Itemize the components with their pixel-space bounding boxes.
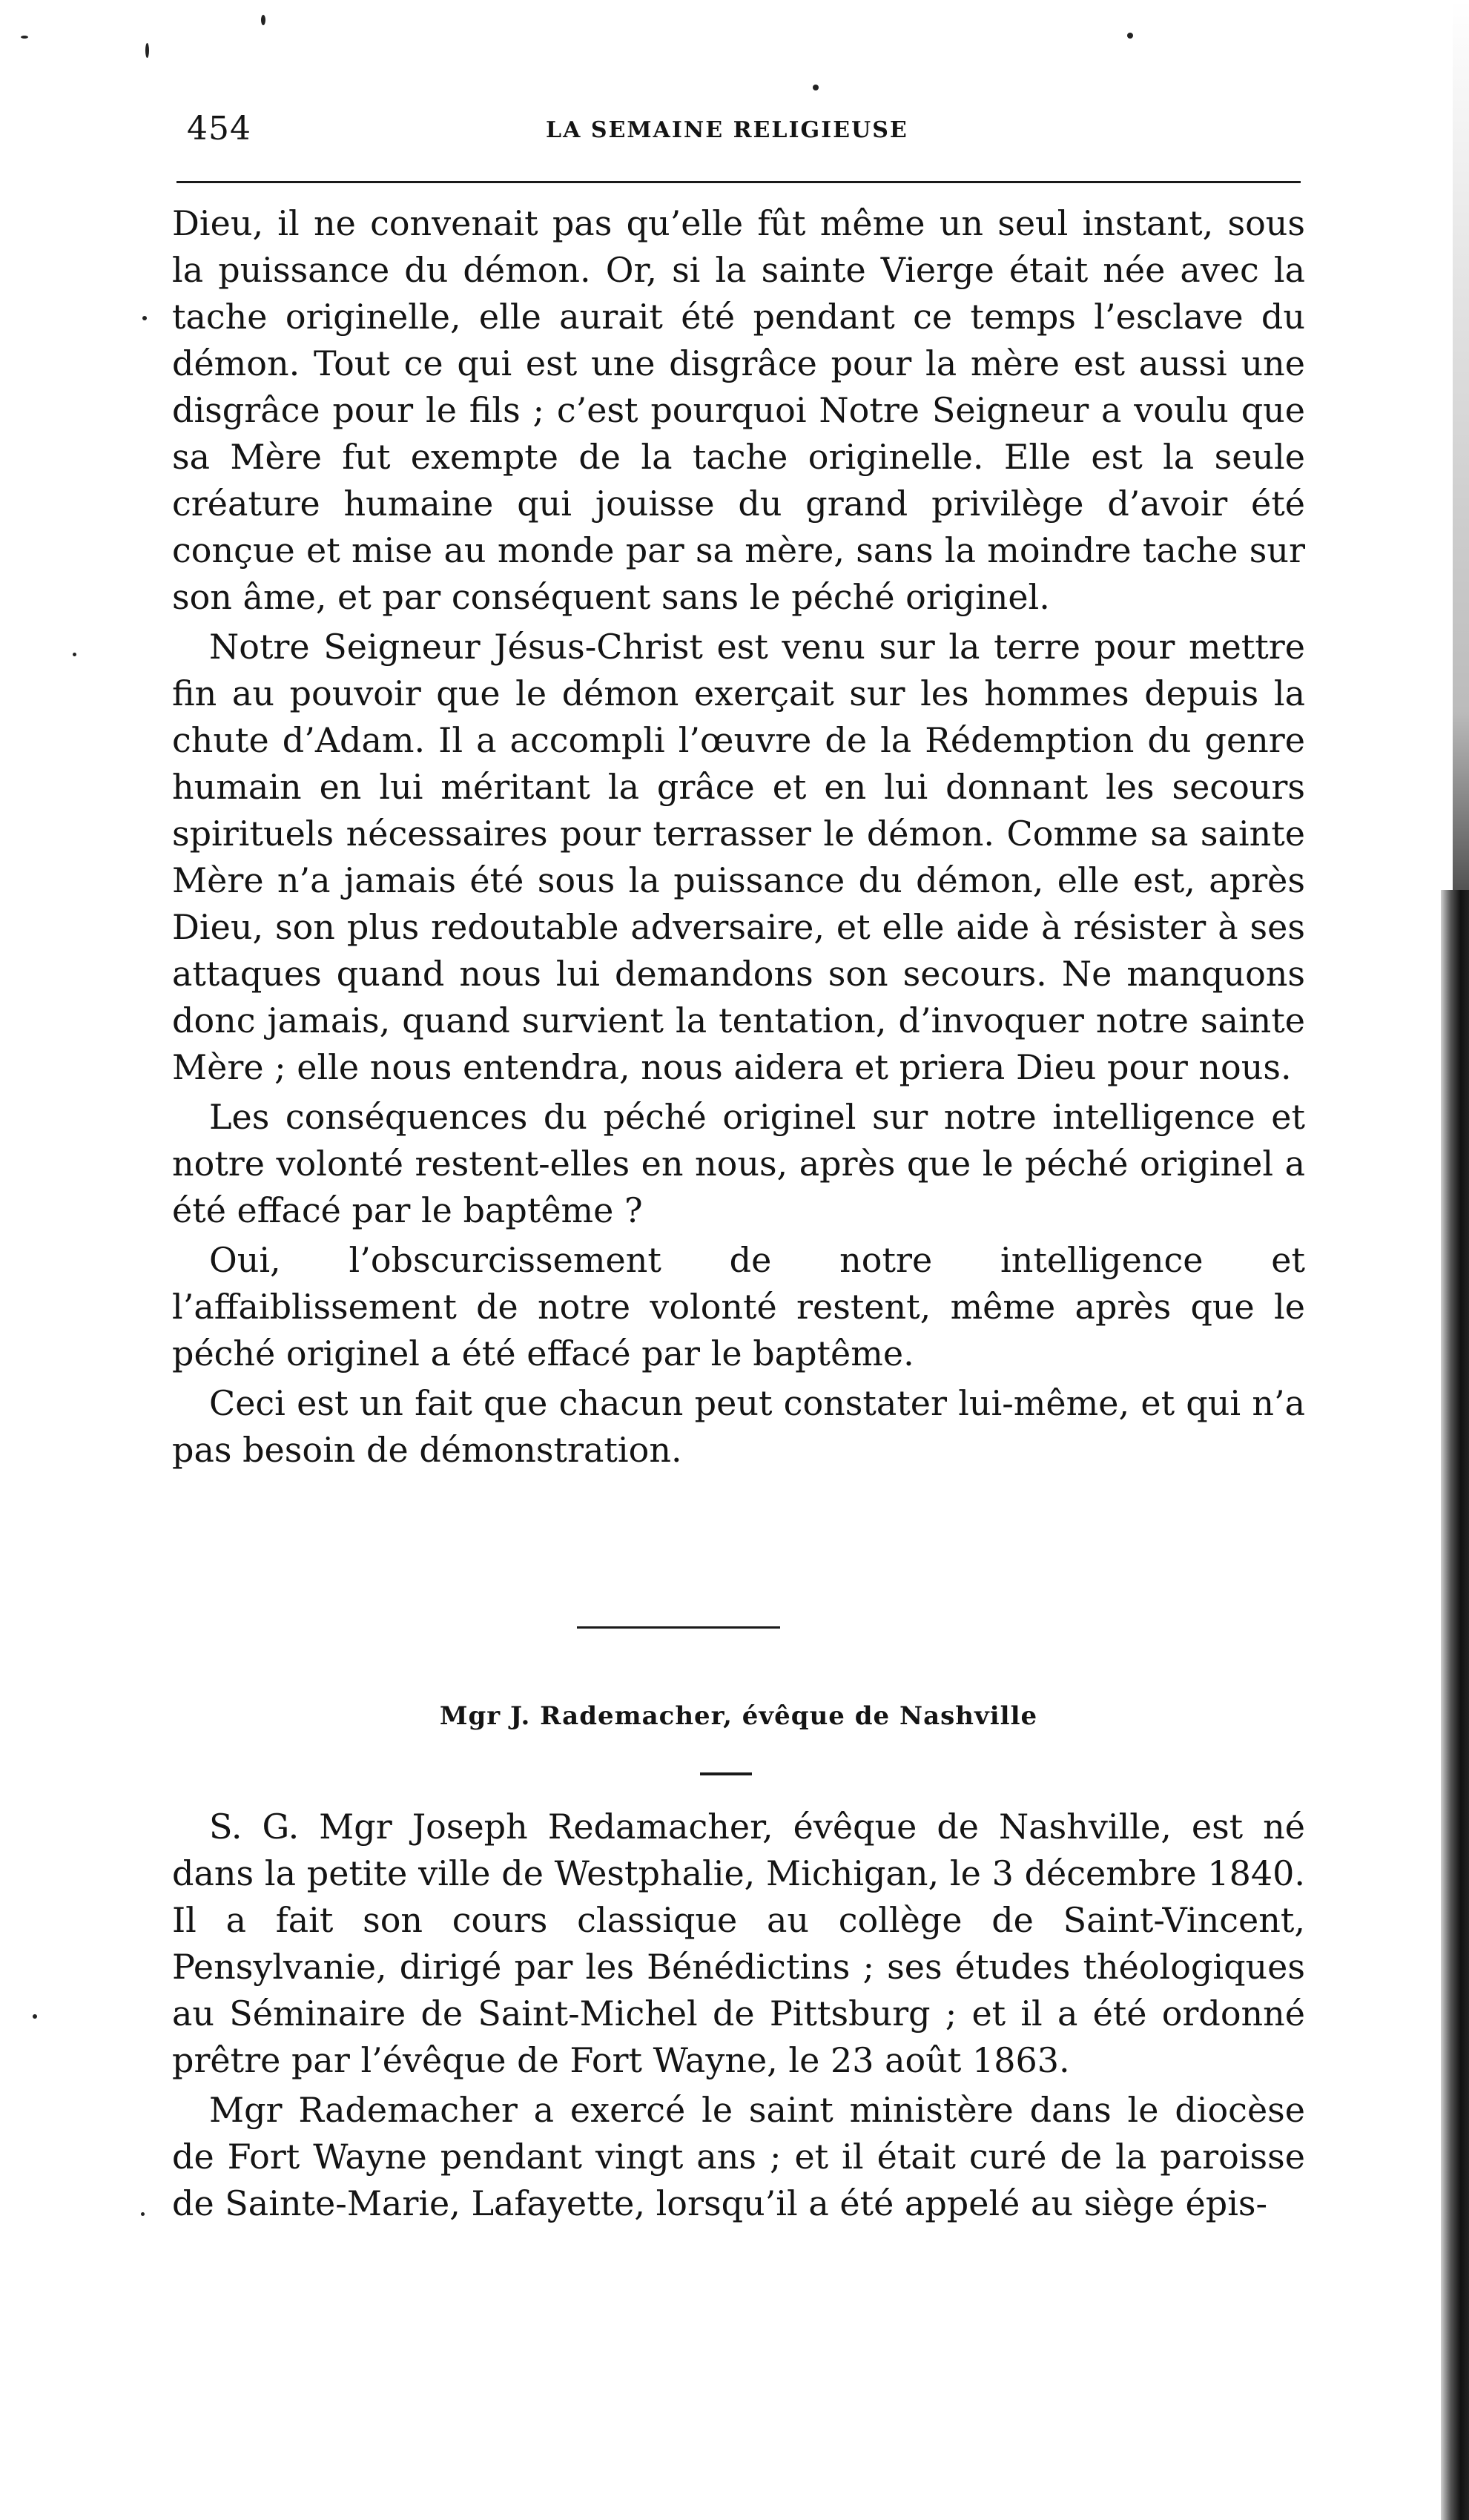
running-header <box>176 110 1301 154</box>
paragraph: S. G. Mgr Joseph Redamacher, évêque de Nashville, est né dans la petite ville de Westphalie, Michigan, le 3 décembre 1840. Il a fait son cours classique au collège de Saint-Vincent, Pensylvanie, dirigé par les Bénédictins ; ses études théologiques au Séminaire de Saint-Michel de Pittsburg ; et il a été ordonné prêtre par l’évêque de Fort Wayne, le 23 août 1863. <box>172 1807 1305 2080</box>
paragraph: Mgr Rademacher a exercé le saint ministère dans le diocèse de Fort Wayne pendant vingt ans ; et il était curé de la paroisse de Sainte-Marie, Lafayette, lorsqu’il a été appelé au siège épis- <box>172 2090 1305 2223</box>
scan-speck <box>141 2212 145 2216</box>
journal-title: LA SEMAINE RELIGIEUSE <box>546 117 908 143</box>
paragraph: Dieu, il ne convenait pas qu’elle fût même un seul instant, sous la puissance du démon. Or, si la sainte Vierge était née avec la tache originelle, elle aurait été pendant ce temps l’esclave du démon. Tout ce qui est une disgrâce pour la mère est aussi une disgrâce pour le fils ; c’est pourquoi Notre Seigneur a voulu que sa Mère fut exempte de la tache originelle. Elle est la seule créature humaine qui jouisse du grand privilège d’avoir été conçue et mise au monde par sa mère, sans la moindre tache sur son âme, et par conséquent sans le péché originel. <box>172 203 1305 617</box>
scan-binding-edge <box>1441 890 1469 2520</box>
section-heading: Mgr J. Rademacher, évêque de Nashville <box>439 1701 1038 1731</box>
body-text-block <box>172 200 1305 1477</box>
paragraph: Oui, l’obscurcissement de notre intelligence et l’affaiblissement de notre volonté restent, même après que le péché originel a été effacé par le baptême. <box>172 1240 1305 1373</box>
header-rule <box>176 181 1301 183</box>
paragraph: Ceci est un fait que chacun peut constater lui-même, et qui n’a pas besoin de démonstration. <box>172 1383 1305 1470</box>
scan-speck <box>33 2014 37 2019</box>
scan-speck <box>142 316 147 320</box>
paragraph: Notre Seigneur Jésus-Christ est venu sur la terre pour mettre fin au pouvoir que le démon exerçait sur les hommes depuis la chute d’Adam. Il a accompli l’œuvre de la Rédemption du genre humain en lui méritant la grâce et en lui donnant les secours spirituels nécessaires pour terrasser le démon. Comme sa sainte Mère n’a jamais été sous la puissance du démon, elle est, après Dieu, son plus redoutable adversaire, et elle aide à résister à ses attaques quand nous lui demandons son secours. Ne manquons donc jamais, quand survient la tentation, d’invoquer notre sainte Mère ; elle nous entendra, nous aidera et priera Dieu pour nous. <box>172 627 1305 1087</box>
scan-speck <box>21 36 28 39</box>
heading-dash <box>700 1772 752 1775</box>
scan-speck <box>145 43 149 58</box>
section-divider <box>577 1626 780 1629</box>
scan-shadow <box>1453 0 1469 890</box>
article-text-block <box>172 1804 1305 2230</box>
scan-speck <box>1127 33 1133 39</box>
page-number: 454 <box>187 110 251 148</box>
scan-speck <box>73 653 76 656</box>
paragraph: Les conséquences du péché originel sur notre intelligence et notre volonté restent-elles en nous, après que le péché originel a été effacé par le baptême ? <box>172 1097 1305 1230</box>
scan-speck <box>813 85 819 90</box>
scan-speck <box>261 15 265 25</box>
